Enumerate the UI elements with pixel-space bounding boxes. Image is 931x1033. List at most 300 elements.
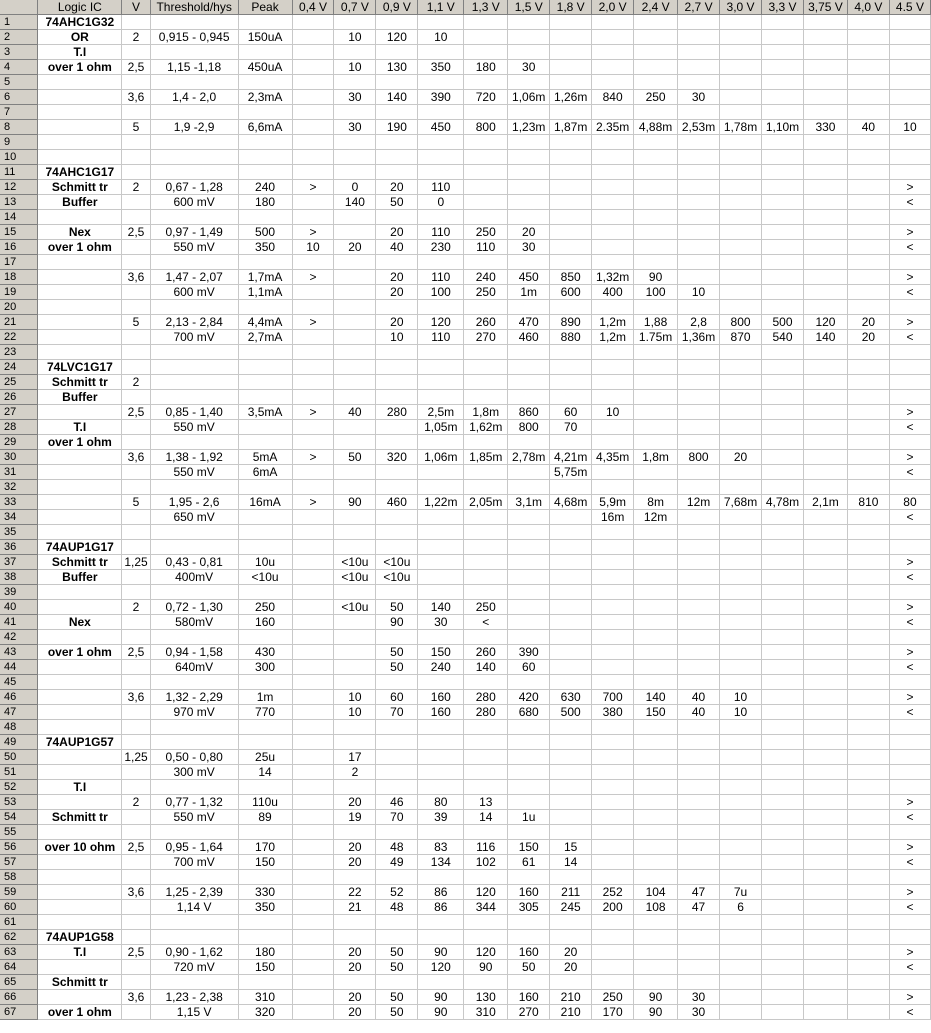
cell[interactable] — [762, 960, 804, 975]
row-number[interactable]: 9 — [0, 135, 38, 150]
cell[interactable] — [720, 840, 762, 855]
cell[interactable] — [38, 510, 122, 525]
cell[interactable] — [847, 60, 889, 75]
column-header[interactable]: 0,9 V — [376, 0, 418, 15]
cell[interactable]: 550 mV — [150, 240, 238, 255]
cell[interactable] — [508, 375, 550, 390]
row-number[interactable]: 5 — [0, 75, 38, 90]
cell[interactable] — [376, 345, 418, 360]
cell[interactable] — [847, 405, 889, 420]
cell[interactable] — [678, 780, 720, 795]
cell[interactable]: 60 — [508, 660, 550, 675]
cell[interactable] — [762, 705, 804, 720]
cell[interactable] — [592, 300, 634, 315]
cell[interactable] — [762, 75, 804, 90]
cell[interactable] — [418, 15, 464, 30]
cell[interactable] — [803, 210, 847, 225]
cell[interactable]: 770 — [238, 705, 292, 720]
cell[interactable]: 1,15 -1,18 — [150, 60, 238, 75]
cell[interactable]: < — [889, 285, 930, 300]
cell[interactable]: < — [889, 900, 930, 915]
cell[interactable] — [292, 150, 334, 165]
cell[interactable] — [334, 675, 376, 690]
cell[interactable] — [720, 600, 762, 615]
cell[interactable]: > — [889, 945, 930, 960]
cell[interactable] — [150, 540, 238, 555]
cell[interactable] — [762, 750, 804, 765]
cell[interactable] — [334, 660, 376, 675]
cell[interactable] — [292, 600, 334, 615]
cell[interactable]: 30 — [418, 615, 464, 630]
cell[interactable] — [634, 210, 678, 225]
cell[interactable] — [292, 420, 334, 435]
cell[interactable] — [550, 180, 592, 195]
cell[interactable]: 240 — [238, 180, 292, 195]
cell[interactable] — [634, 135, 678, 150]
cell[interactable]: < — [889, 1005, 930, 1020]
cell[interactable] — [292, 810, 334, 825]
cell[interactable] — [464, 765, 508, 780]
cell[interactable] — [720, 975, 762, 990]
cell[interactable]: 305 — [508, 900, 550, 915]
cell[interactable]: 20 — [720, 450, 762, 465]
cell[interactable] — [464, 525, 508, 540]
cell[interactable] — [592, 630, 634, 645]
cell[interactable] — [550, 30, 592, 45]
cell[interactable]: 90 — [376, 615, 418, 630]
cell[interactable] — [803, 465, 847, 480]
cell[interactable]: 1,06m — [508, 90, 550, 105]
row-number[interactable]: 46 — [0, 690, 38, 705]
row-number[interactable]: 4 — [0, 60, 38, 75]
cell[interactable] — [292, 930, 334, 945]
cell[interactable]: 46 — [376, 795, 418, 810]
cell[interactable]: 100 — [418, 285, 464, 300]
cell[interactable] — [238, 255, 292, 270]
cell[interactable] — [550, 165, 592, 180]
cell[interactable] — [418, 75, 464, 90]
cell[interactable]: 86 — [418, 900, 464, 915]
cell[interactable]: 240 — [418, 660, 464, 675]
cell[interactable] — [803, 825, 847, 840]
cell[interactable]: 150 — [238, 855, 292, 870]
cell[interactable]: 500 — [238, 225, 292, 240]
cell[interactable]: 30 — [678, 990, 720, 1005]
cell[interactable] — [508, 300, 550, 315]
cell[interactable] — [592, 840, 634, 855]
cell[interactable]: 110 — [418, 180, 464, 195]
cell[interactable]: 160 — [508, 945, 550, 960]
cell[interactable] — [150, 930, 238, 945]
cell[interactable] — [803, 45, 847, 60]
cell[interactable] — [376, 750, 418, 765]
cell[interactable] — [292, 675, 334, 690]
cell[interactable] — [376, 375, 418, 390]
cell[interactable]: > — [292, 495, 334, 510]
cell[interactable]: 20 — [376, 180, 418, 195]
cell[interactable]: 1,8m — [634, 450, 678, 465]
cell[interactable] — [508, 480, 550, 495]
cell[interactable] — [678, 165, 720, 180]
cell[interactable] — [634, 795, 678, 810]
cell[interactable] — [38, 285, 122, 300]
cell[interactable]: 10u — [238, 555, 292, 570]
cell[interactable] — [464, 45, 508, 60]
cell[interactable] — [122, 810, 150, 825]
cell[interactable]: > — [889, 795, 930, 810]
cell[interactable] — [418, 345, 464, 360]
cell[interactable] — [418, 210, 464, 225]
cell[interactable]: > — [292, 315, 334, 330]
cell[interactable] — [720, 630, 762, 645]
cell[interactable]: Nex — [38, 615, 122, 630]
cell[interactable] — [334, 135, 376, 150]
cell[interactable] — [803, 165, 847, 180]
cell[interactable] — [720, 75, 762, 90]
cell[interactable] — [803, 615, 847, 630]
cell[interactable] — [292, 990, 334, 1005]
cell[interactable] — [634, 810, 678, 825]
cell[interactable]: 80 — [418, 795, 464, 810]
cell[interactable] — [592, 195, 634, 210]
cell[interactable]: 86 — [418, 885, 464, 900]
cell[interactable] — [803, 720, 847, 735]
cell[interactable] — [847, 870, 889, 885]
cell[interactable]: 1,2m — [592, 330, 634, 345]
cell[interactable] — [762, 270, 804, 285]
cell[interactable] — [762, 825, 804, 840]
cell[interactable]: 1,32 - 2,29 — [150, 690, 238, 705]
cell[interactable] — [150, 45, 238, 60]
cell[interactable] — [38, 315, 122, 330]
cell[interactable] — [889, 165, 930, 180]
cell[interactable]: 50 — [376, 600, 418, 615]
cell[interactable]: 10 — [334, 60, 376, 75]
cell[interactable] — [508, 195, 550, 210]
cell[interactable] — [150, 975, 238, 990]
cell[interactable] — [678, 75, 720, 90]
cell[interactable] — [464, 780, 508, 795]
cell[interactable] — [847, 105, 889, 120]
cell[interactable] — [334, 285, 376, 300]
cell[interactable] — [508, 165, 550, 180]
cell[interactable]: 20 — [376, 315, 418, 330]
cell[interactable] — [678, 750, 720, 765]
cell[interactable] — [550, 810, 592, 825]
cell[interactable]: > — [292, 225, 334, 240]
cell[interactable]: 160 — [418, 690, 464, 705]
column-header[interactable]: 1,3 V — [464, 0, 508, 15]
cell[interactable] — [550, 210, 592, 225]
cell[interactable] — [634, 630, 678, 645]
cell[interactable]: 20 — [508, 225, 550, 240]
cell[interactable] — [238, 630, 292, 645]
cell[interactable]: 430 — [238, 645, 292, 660]
cell[interactable] — [678, 585, 720, 600]
cell[interactable]: 1,23m — [508, 120, 550, 135]
cell[interactable] — [847, 675, 889, 690]
cell[interactable] — [847, 165, 889, 180]
cell[interactable] — [464, 375, 508, 390]
cell[interactable] — [847, 720, 889, 735]
cell[interactable] — [762, 795, 804, 810]
cell[interactable] — [678, 435, 720, 450]
cell[interactable] — [678, 825, 720, 840]
cell[interactable]: 47 — [678, 885, 720, 900]
cell[interactable] — [38, 450, 122, 465]
cell[interactable] — [550, 930, 592, 945]
cell[interactable] — [122, 780, 150, 795]
row-number[interactable]: 38 — [0, 570, 38, 585]
cell[interactable] — [292, 585, 334, 600]
cell[interactable] — [678, 210, 720, 225]
cell[interactable]: 2,7mA — [238, 330, 292, 345]
cell[interactable] — [678, 930, 720, 945]
cell[interactable] — [762, 990, 804, 1005]
cell[interactable] — [847, 615, 889, 630]
cell[interactable] — [847, 705, 889, 720]
cell[interactable]: 70 — [376, 810, 418, 825]
cell[interactable] — [150, 210, 238, 225]
cell[interactable] — [634, 600, 678, 615]
cell[interactable]: < — [889, 420, 930, 435]
cell[interactable]: 74AUP1G58 — [38, 930, 122, 945]
cell[interactable] — [334, 75, 376, 90]
cell[interactable]: > — [889, 690, 930, 705]
cell[interactable] — [720, 285, 762, 300]
cell[interactable] — [592, 375, 634, 390]
cell[interactable] — [418, 390, 464, 405]
cell[interactable] — [238, 825, 292, 840]
cell[interactable] — [508, 735, 550, 750]
cell[interactable] — [292, 630, 334, 645]
cell[interactable]: 4,21m — [550, 450, 592, 465]
cell[interactable] — [418, 780, 464, 795]
cell[interactable] — [508, 720, 550, 735]
cell[interactable] — [720, 825, 762, 840]
cell[interactable] — [292, 825, 334, 840]
cell[interactable] — [678, 720, 720, 735]
cell[interactable]: 110 — [418, 270, 464, 285]
cell[interactable]: 650 mV — [150, 510, 238, 525]
cell[interactable] — [762, 675, 804, 690]
cell[interactable] — [803, 750, 847, 765]
cell[interactable]: 140 — [634, 690, 678, 705]
cell[interactable] — [150, 870, 238, 885]
cell[interactable] — [418, 435, 464, 450]
cell[interactable] — [376, 210, 418, 225]
cell[interactable] — [334, 315, 376, 330]
cell[interactable] — [762, 855, 804, 870]
cell[interactable] — [464, 735, 508, 750]
cell[interactable] — [292, 135, 334, 150]
cell[interactable]: > — [889, 645, 930, 660]
cell[interactable] — [889, 45, 930, 60]
cell[interactable]: over 1 ohm — [38, 60, 122, 75]
cell[interactable]: 460 — [508, 330, 550, 345]
cell[interactable] — [592, 135, 634, 150]
cell[interactable]: 2,5m — [418, 405, 464, 420]
cell[interactable]: 20 — [334, 1005, 376, 1020]
cell[interactable]: > — [889, 450, 930, 465]
cell[interactable]: 14 — [550, 855, 592, 870]
cell[interactable] — [334, 15, 376, 30]
cell[interactable] — [150, 825, 238, 840]
cell[interactable] — [150, 675, 238, 690]
cell[interactable] — [803, 135, 847, 150]
row-number[interactable]: 10 — [0, 150, 38, 165]
cell[interactable] — [720, 1005, 762, 1020]
column-header[interactable]: 3,3 V — [762, 0, 804, 15]
cell[interactable] — [550, 585, 592, 600]
cell[interactable] — [292, 435, 334, 450]
cell[interactable] — [418, 255, 464, 270]
cell[interactable] — [634, 405, 678, 420]
cell[interactable]: 880 — [550, 330, 592, 345]
cell[interactable] — [847, 600, 889, 615]
cell[interactable] — [292, 945, 334, 960]
cell[interactable]: 16m — [592, 510, 634, 525]
cell[interactable] — [334, 300, 376, 315]
cell[interactable] — [889, 630, 930, 645]
cell[interactable] — [889, 390, 930, 405]
row-number[interactable]: 11 — [0, 165, 38, 180]
cell[interactable] — [334, 915, 376, 930]
cell[interactable] — [592, 420, 634, 435]
cell[interactable] — [592, 480, 634, 495]
cell[interactable] — [762, 630, 804, 645]
cell[interactable] — [376, 255, 418, 270]
cell[interactable]: 30 — [508, 240, 550, 255]
cell[interactable] — [720, 675, 762, 690]
cell[interactable]: 20 — [334, 855, 376, 870]
cell[interactable] — [418, 930, 464, 945]
cell[interactable] — [464, 135, 508, 150]
cell[interactable] — [678, 975, 720, 990]
cell[interactable]: 1,7mA — [238, 270, 292, 285]
row-number[interactable]: 15 — [0, 225, 38, 240]
cell[interactable] — [847, 90, 889, 105]
cell[interactable]: 12m — [634, 510, 678, 525]
cell[interactable] — [847, 75, 889, 90]
cell[interactable] — [376, 480, 418, 495]
cell[interactable] — [762, 255, 804, 270]
cell[interactable]: 4,88m — [634, 120, 678, 135]
cell[interactable] — [464, 585, 508, 600]
cell[interactable]: 1,87m — [550, 120, 592, 135]
cell[interactable]: > — [889, 270, 930, 285]
cell[interactable] — [464, 30, 508, 45]
row-number[interactable]: 21 — [0, 315, 38, 330]
cell[interactable]: 6mA — [238, 465, 292, 480]
cell[interactable] — [762, 210, 804, 225]
cell[interactable] — [38, 915, 122, 930]
cell[interactable] — [720, 990, 762, 1005]
cell[interactable] — [508, 105, 550, 120]
cell[interactable] — [38, 690, 122, 705]
cell[interactable] — [334, 360, 376, 375]
cell[interactable] — [150, 720, 238, 735]
cell[interactable] — [292, 735, 334, 750]
cell[interactable] — [720, 765, 762, 780]
cell[interactable]: Buffer — [38, 390, 122, 405]
cell[interactable] — [592, 720, 634, 735]
cell[interactable] — [803, 765, 847, 780]
cell[interactable] — [720, 420, 762, 435]
cell[interactable] — [720, 870, 762, 885]
cell[interactable] — [803, 960, 847, 975]
cell[interactable]: 800 — [678, 450, 720, 465]
cell[interactable] — [634, 525, 678, 540]
cell[interactable]: > — [889, 885, 930, 900]
column-header[interactable]: 2,4 V — [634, 0, 678, 15]
cell[interactable] — [678, 525, 720, 540]
cell[interactable] — [847, 810, 889, 825]
cell[interactable] — [803, 60, 847, 75]
cell[interactable] — [38, 75, 122, 90]
cell[interactable]: <10u — [376, 570, 418, 585]
cell[interactable]: Buffer — [38, 195, 122, 210]
cell[interactable] — [803, 600, 847, 615]
cell[interactable] — [634, 375, 678, 390]
cell[interactable]: 210 — [550, 990, 592, 1005]
cell[interactable]: 2 — [122, 180, 150, 195]
cell[interactable] — [550, 750, 592, 765]
cell[interactable] — [376, 825, 418, 840]
cell[interactable] — [720, 795, 762, 810]
cell[interactable]: 1,8m — [464, 405, 508, 420]
cell[interactable] — [334, 465, 376, 480]
cell[interactable] — [592, 735, 634, 750]
cell[interactable] — [38, 480, 122, 495]
row-number[interactable]: 16 — [0, 240, 38, 255]
row-number[interactable]: 32 — [0, 480, 38, 495]
cell[interactable] — [122, 420, 150, 435]
cell[interactable] — [238, 525, 292, 540]
cell[interactable] — [238, 780, 292, 795]
cell[interactable] — [762, 180, 804, 195]
cell[interactable]: 2.35m — [592, 120, 634, 135]
cell[interactable] — [238, 150, 292, 165]
cell[interactable] — [762, 525, 804, 540]
cell[interactable] — [150, 75, 238, 90]
cell[interactable] — [150, 150, 238, 165]
cell[interactable] — [634, 75, 678, 90]
cell[interactable] — [889, 210, 930, 225]
cell[interactable]: 540 — [762, 330, 804, 345]
cell[interactable]: 1,05m — [418, 420, 464, 435]
cell[interactable]: over 1 ohm — [38, 645, 122, 660]
cell[interactable]: T.I — [38, 420, 122, 435]
cell[interactable] — [803, 390, 847, 405]
cell[interactable]: 40 — [847, 120, 889, 135]
cell[interactable]: 50 — [376, 945, 418, 960]
cell[interactable]: 10 — [592, 405, 634, 420]
cell[interactable] — [418, 555, 464, 570]
cell[interactable] — [678, 255, 720, 270]
cell[interactable]: 90 — [418, 1005, 464, 1020]
cell[interactable] — [762, 540, 804, 555]
cell[interactable] — [847, 960, 889, 975]
cell[interactable] — [292, 645, 334, 660]
column-header[interactable]: V — [122, 0, 150, 15]
cell[interactable] — [762, 360, 804, 375]
cell[interactable] — [803, 900, 847, 915]
cell[interactable]: 60 — [376, 690, 418, 705]
cell[interactable]: 2,05m — [464, 495, 508, 510]
cell[interactable] — [292, 15, 334, 30]
cell[interactable] — [592, 915, 634, 930]
